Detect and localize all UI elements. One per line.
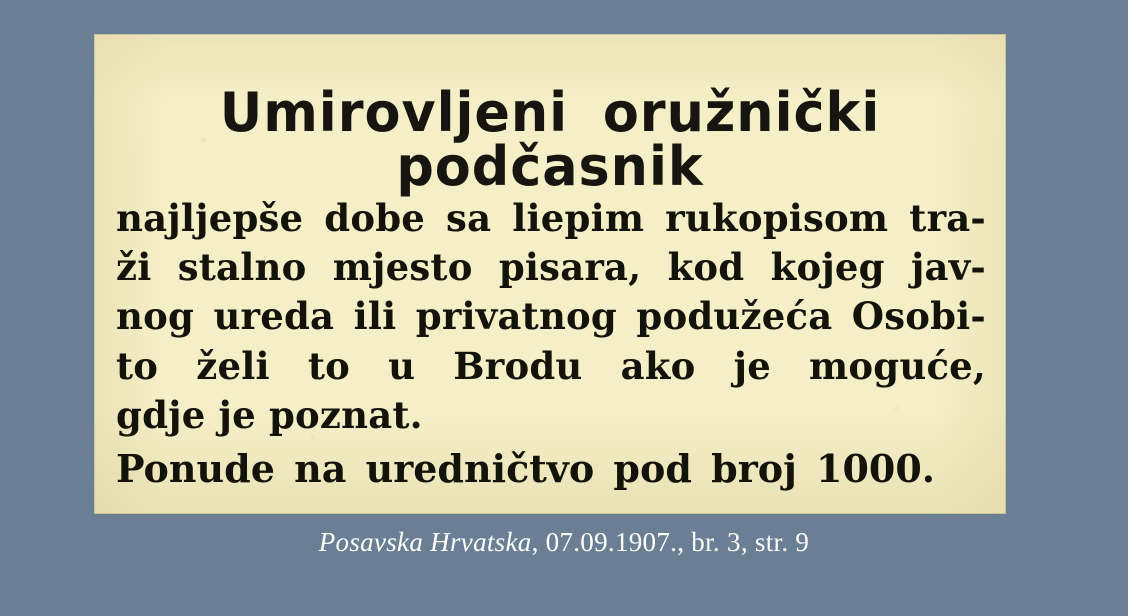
advertisement-body — [116, 194, 986, 440]
caption-details: , 07.09.1907., br. 3, str. 9 — [531, 527, 810, 557]
advertisement-headline: Umirovljeni oružnički podčasnik — [219, 81, 881, 198]
body-line: ži stalno mjesto pisara, kod kojeg jav- — [116, 245, 986, 290]
caption — [0, 527, 1128, 558]
body-line: to želi to u Brodu ako je moguće, — [116, 343, 986, 388]
advertisement-offer-line: Ponude na uredničtvo pod broj 1000. — [116, 446, 936, 491]
body-line: gdje je poznat. — [116, 392, 423, 437]
body-line: najljepše dobe sa liepim rukopisom tra- — [116, 196, 986, 240]
newspaper-clipping — [94, 34, 1006, 514]
caption-source: Posavska Hrvatska — [318, 527, 532, 557]
body-line: nog ureda ili privatnog podužeća Osobi- — [116, 294, 986, 339]
